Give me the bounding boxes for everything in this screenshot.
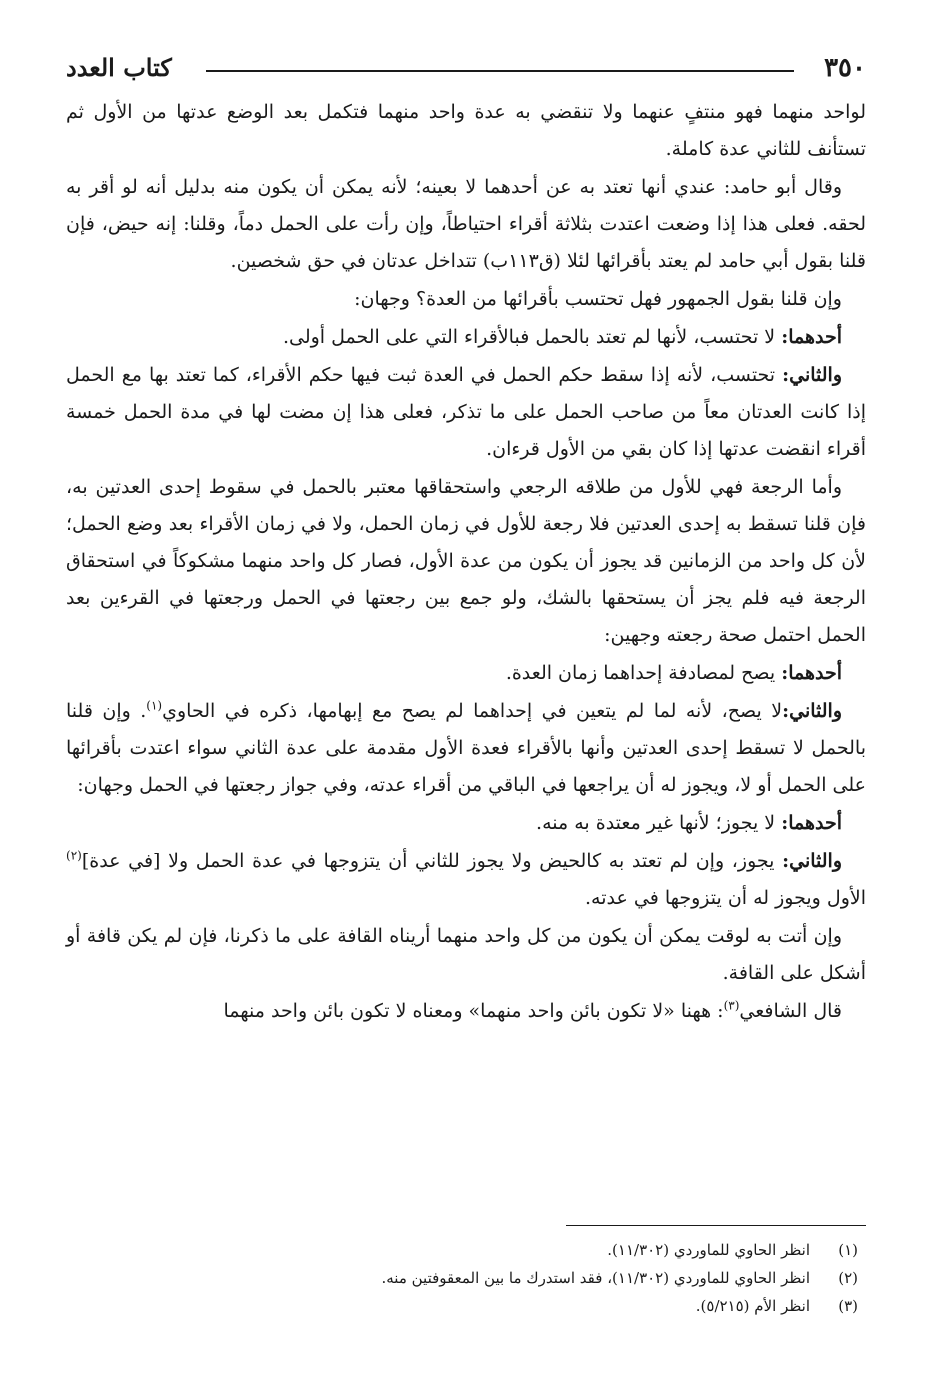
paragraph-text: وأما الرجعة فهي للأول من طلاقه الرجعي واستحقاقها معتبر بالحمل في سقوط إحدى العدتين به، فإن قلنا تسقط به إحدى العدتين فلا رجعة للأول في زمان الحمل، ولا في زمان الأقراء بعد وضع الحمل؛ لأن كل واحد من الزمانين قد يجوز أن يكون من عدة الأول، فصار كل واحد منهما مشكوكاً في استحقاق الرجعة فيه فلم يجز أن يستحقها بالشك، ولو جمع بين رجعتها في الحمل ورجعتها في القرءين بعد الحمل احتمل صحة رجعته وجهين: <box>66 476 866 646</box>
paragraph <box>66 319 866 356</box>
paragraph-text: وإن قلنا بقول الجمهور فهل تحتسب بأقرائها من العدة؟ وجهان: <box>354 288 842 310</box>
header-rule <box>206 70 794 72</box>
footnote <box>66 1236 858 1264</box>
paragraph <box>66 693 866 804</box>
paragraph <box>66 357 866 468</box>
paragraph <box>66 469 866 654</box>
paragraph-text: قال الشافعي <box>739 1000 842 1022</box>
page-number: ٣٥٠ <box>824 53 866 83</box>
paragraph-text: لواحد منهما فهو منتفٍ عنهما ولا تنقضي به عدة واحد منهما فتكمل بعد الوضع عدتها من الأول ثم تستأنف للثاني عدة كاملة. <box>66 101 866 160</box>
paragraph <box>66 918 866 992</box>
footnotes <box>66 1236 858 1320</box>
running-title: كتاب العدد <box>66 53 172 82</box>
paragraph-text: يصح لمصادفة إحداهما زمان العدة. <box>505 662 782 684</box>
paragraph-term: أحدهما: <box>781 326 842 348</box>
footnote-reference[interactable]: (٢) <box>66 848 82 863</box>
paragraph <box>66 843 866 917</box>
paragraph-term: أحدهما: <box>781 812 842 834</box>
paragraph <box>66 805 866 842</box>
footnote-text: انظر الحاوي للماوردي (١١/٣٠٢)، فقد استدرك ما بين المعقوفتين منه. <box>381 1269 810 1287</box>
paragraph-text: . وإن قلنا بالحمل لا تسقط إحدى العدتين وأنها بالأقراء فعدة الأول مقدمة على عدة الثاني سواء اعتدت بأقرائها على الحمل أو لا، ويجوز له أن يراجعها في الباقي من أقراء عدته، وفي جواز رجعتها في الحمل وجهان: <box>66 700 866 796</box>
paragraph <box>66 94 866 168</box>
footnote-reference[interactable]: (١) <box>146 698 163 713</box>
paragraph-text: لا يجوز؛ لأنها غير معتدة به منه. <box>536 812 782 834</box>
paragraph-text: : ههنا «لا تكون بائن واحد منهما» ومعناه لا تكون بائن واحد منهما <box>223 1000 724 1022</box>
paragraph <box>66 281 866 318</box>
body-text <box>66 94 866 1031</box>
paragraph <box>66 655 866 692</box>
paragraph-text: وقال أبو حامد: عندي أنها تعتد به عن أحدهما لا بعينه؛ لأنه يمكن أن يكون منه بدليل أنه لو أقر به لحقه. فعلى هذا إذا وضعت اعتدت بثلاثة أقراء احتياطاً، وإن رأت على الحمل دماً، وقلنا: إنه حيض، فإن قلنا بقول أبي حامد لم يعتد بأقرائها لئلا (ق١١٣ب) تتداخل عدتان في حق شخصين. <box>66 176 866 272</box>
paragraph <box>66 169 866 280</box>
paragraph-text: تحتسب، لأنه إذا سقط حكم الحمل في العدة ثبت فيها حكم الأقراء، كما تعتد بها مع الحمل إذا كانت العدتان معاً من صاحب الحمل على ما تذكر، فعلى هذا إن مضت لها في مدة الحمل خمسة أقراء انقضت عدتها إذا كان بقي من الأول قرءان. <box>66 364 866 460</box>
footnote-reference[interactable]: (٣) <box>723 998 740 1013</box>
page-header <box>66 52 866 88</box>
paragraph <box>66 993 866 1030</box>
footnote-number: (١) <box>838 1241 858 1259</box>
footnote-number: (٢) <box>838 1269 858 1287</box>
paragraph-term: والثاني: <box>782 364 842 386</box>
paragraph-text: وإن أتت به لوقت يمكن أن يكون من كل واحد منهما أريناه القافة على ما ذكرنا، فإن لم يكن قافة أو أشكل على القافة. <box>66 925 866 984</box>
footnote-text: انظر الحاوي للماوردي (١١/٣٠٢). <box>607 1241 810 1259</box>
footnote <box>66 1292 858 1320</box>
paragraph-text: لا تحتسب، لأنها لم تعتد بالحمل فبالأقراء التي على الحمل أولى. <box>282 326 782 348</box>
footnote-number: (٣) <box>838 1297 858 1315</box>
paragraph-text: يجوز، وإن لم تعتد به كالحيض ولا يجوز للثاني أن يتزوجها في عدة الحمل ولا [في عدة] <box>81 850 783 872</box>
paragraph-term: أحدهما: <box>781 662 842 684</box>
paragraph-text: لا يصح، لأنه لما لم يتعين في إحداهما لم يصح مع إبهامها، ذكره في الحاوي <box>162 700 783 722</box>
footnote-text: انظر الأم (٥/٢١٥). <box>695 1297 810 1315</box>
footnote <box>66 1264 858 1292</box>
paragraph-term: والثاني: <box>782 850 842 872</box>
paragraph-term: والثاني: <box>782 700 842 722</box>
footnote-separator <box>566 1225 866 1226</box>
paragraph-text: الأول ويجوز له أن يتزوجها في عدته. <box>585 887 866 909</box>
